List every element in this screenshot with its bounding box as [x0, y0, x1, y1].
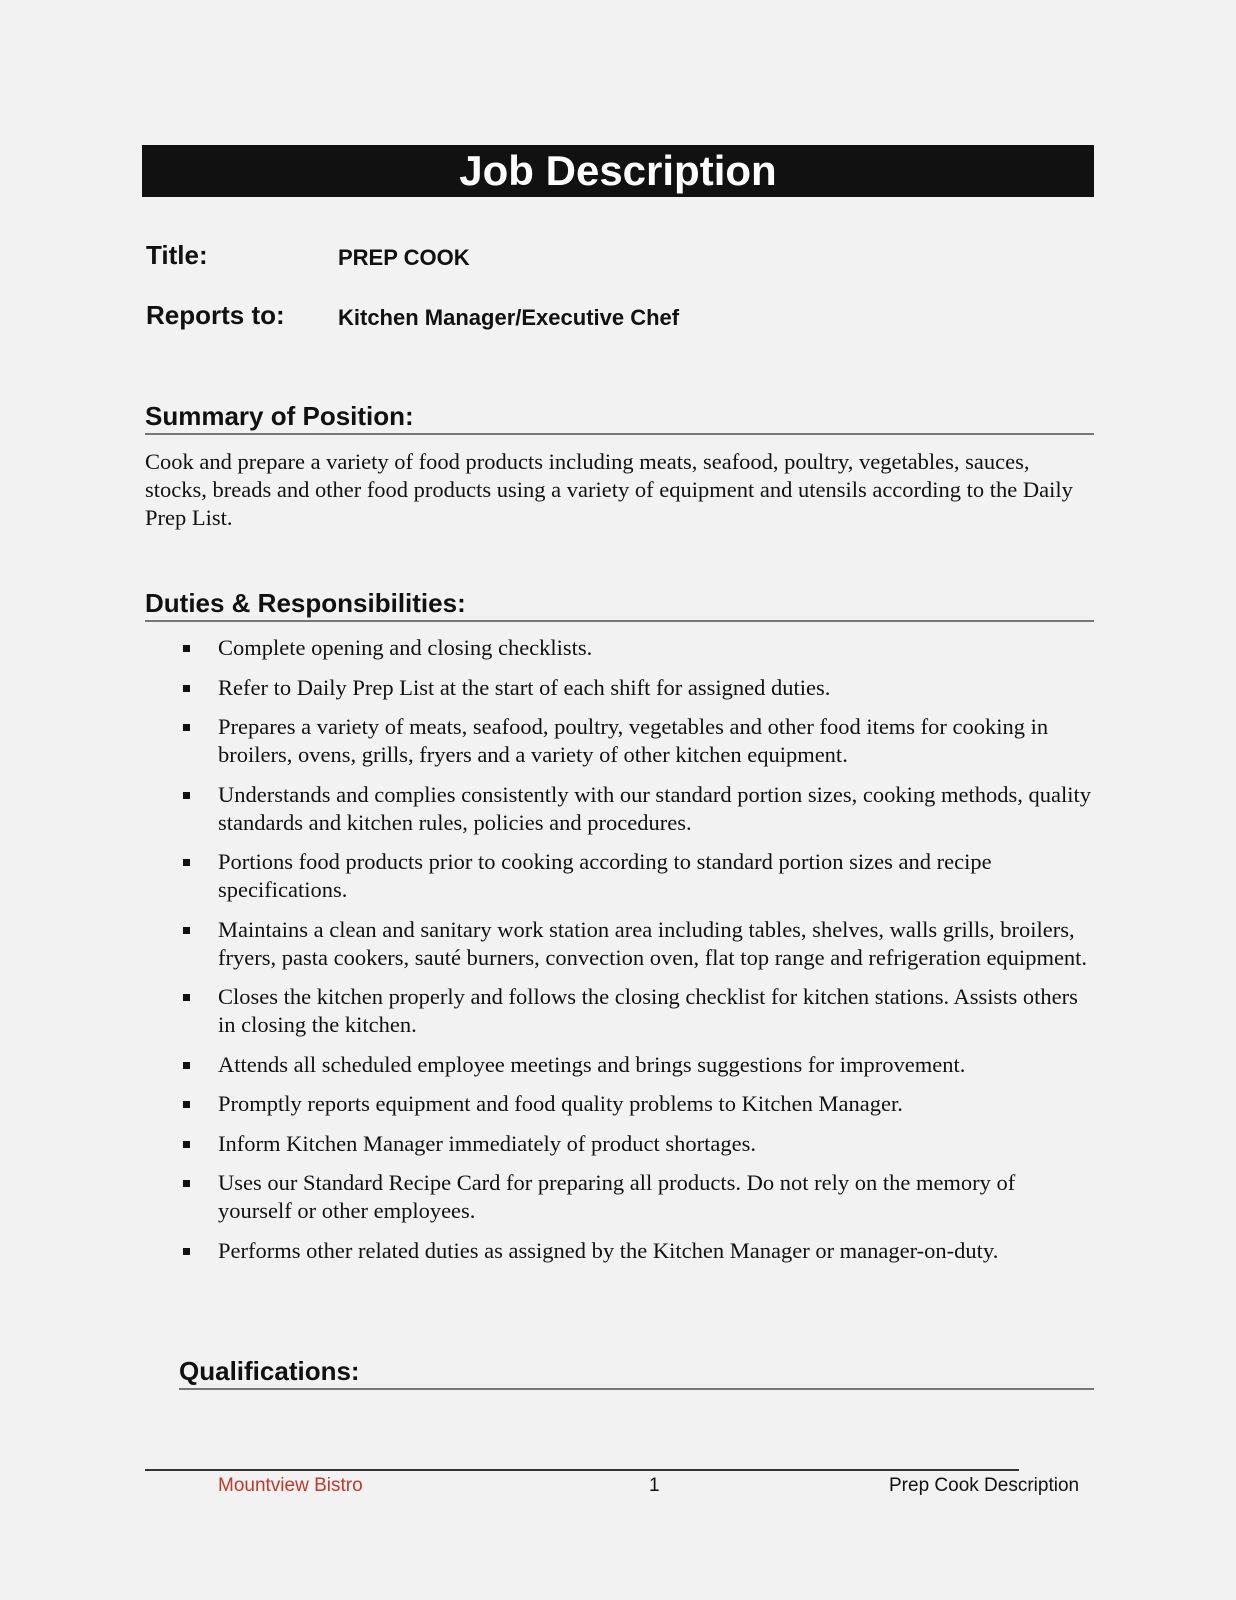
title-label: Title:: [146, 240, 208, 270]
duty-item: [145, 713, 1094, 769]
duty-text: Promptly reports equipment and food quality problems to Kitchen Manager.: [218, 1091, 903, 1116]
square-bullet-icon: [183, 1180, 190, 1187]
duty-item: [145, 674, 1094, 702]
duty-item: [145, 1051, 1094, 1079]
square-bullet-icon: [183, 724, 190, 731]
summary-heading: Summary of Position:: [145, 400, 1094, 435]
summary-text: Cook and prepare a variety of food products including meats, seafood, poultry, vegetables, sauces, stocks, breads and other food products using a variety of equipment and utensils according to the Daily Prep List.: [145, 449, 1073, 530]
square-bullet-icon: [183, 1141, 190, 1148]
duty-item: [145, 781, 1094, 837]
duty-text: Maintains a clean and sanitary work station area including tables, shelves, walls grills, broilers, fryers, pasta cookers, sauté burners, convection oven, flat top range and refrigeration equipment.: [218, 916, 1088, 970]
duty-item: [145, 1130, 1094, 1158]
square-bullet-icon: [183, 645, 190, 652]
duty-item: [145, 1237, 1094, 1265]
square-bullet-icon: [183, 1062, 190, 1069]
square-bullet-icon: [183, 994, 190, 1001]
duty-item: [145, 848, 1094, 904]
qualifications-heading: Qualifications:: [179, 1355, 1094, 1390]
title-value: PREP COOK: [338, 245, 470, 270]
duty-text: Closes the kitchen properly and follows the closing checklist for kitchen stations. Assists others in closing the kitchen.: [218, 984, 1078, 1037]
duty-item: [145, 634, 1094, 662]
duty-text: Refer to Daily Prep List at the start of each shift for assigned duties.: [218, 674, 831, 700]
duty-text: Inform Kitchen Manager immediately of product shortages.: [218, 1130, 756, 1156]
square-bullet-icon: [183, 792, 190, 799]
square-bullet-icon: [183, 927, 190, 934]
duties-heading: Duties & Responsibilities:: [145, 587, 1094, 622]
banner-title: Job Description: [142, 145, 1094, 197]
duty-item: [145, 983, 1094, 1039]
reports-to-label: Reports to:: [146, 300, 285, 330]
duties-list: [145, 634, 1094, 1276]
footer-divider: [145, 1469, 1019, 1471]
reports-to-value: Kitchen Manager/Executive Chef: [338, 305, 680, 330]
duty-text: Complete opening and closing checklists.: [218, 635, 593, 660]
square-bullet-icon: [183, 685, 190, 692]
square-bullet-icon: [183, 859, 190, 866]
square-bullet-icon: [183, 1248, 190, 1255]
duty-text: Portions food products prior to cooking according to standard portion sizes and recipe specifications.: [218, 849, 992, 902]
duty-item: [145, 916, 1094, 972]
duty-item: [145, 1169, 1094, 1225]
footer-document-name: Prep Cook Description: [889, 1475, 1080, 1496]
footer-page-number: 1: [649, 1475, 660, 1496]
duty-text: Prepares a variety of meats, seafood, poultry, vegetables and other food items for cooking in broilers, ovens, grills, fryers and a variety of other kitchen equipment.: [218, 714, 1049, 767]
footer-company: Mountview Bistro: [218, 1475, 363, 1496]
duty-text: Understands and complies consistently with our standard portion sizes, cooking methods, quality standards and kitchen rules, policies and procedures.: [218, 781, 1091, 835]
duty-text: Performs other related duties as assigned by the Kitchen Manager or manager-on-duty.: [218, 1237, 999, 1263]
duty-text: Uses our Standard Recipe Card for preparing all products. Do not rely on the memory of yourself or other employees.: [218, 1170, 1016, 1223]
duty-text: Attends all scheduled employee meetings and brings suggestions for improvement.: [218, 1051, 966, 1077]
duty-item: [145, 1090, 1094, 1118]
square-bullet-icon: [183, 1101, 190, 1108]
